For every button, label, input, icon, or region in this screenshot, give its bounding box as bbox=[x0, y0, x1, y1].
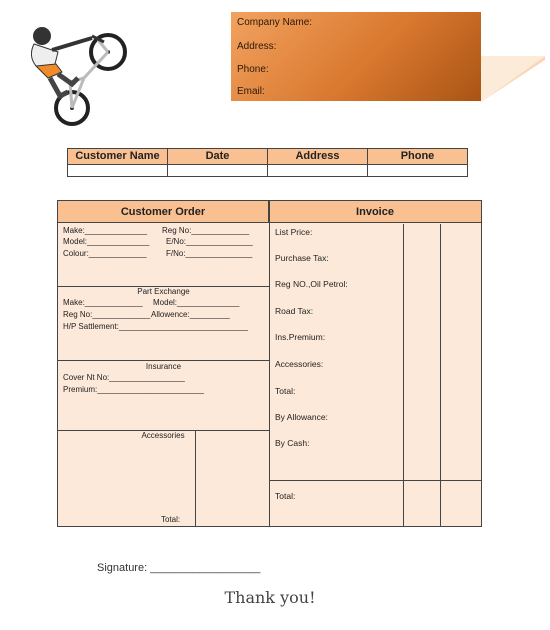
customer-table-header bbox=[68, 149, 467, 165]
reg-no-field[interactable]: Reg No:_____________ bbox=[162, 226, 250, 235]
invoice-total-divider bbox=[269, 480, 481, 481]
invoice-ins-premium: Ins.Premium: bbox=[275, 332, 326, 342]
header-date: Date bbox=[168, 149, 268, 164]
invoice-total: Total: bbox=[275, 386, 296, 396]
invoice-by-allowance: By Allowance: bbox=[275, 412, 328, 422]
company-info-box bbox=[231, 12, 481, 101]
invoice-by-cash: By Cash: bbox=[275, 438, 310, 448]
invoice-purchase-tax: Purchase Tax: bbox=[275, 253, 329, 263]
bmx-rider-logo bbox=[18, 22, 130, 134]
customer-order-header: Customer Order bbox=[58, 201, 269, 223]
thank-you-text: Thank you! bbox=[224, 588, 316, 607]
accessories-total-label: Total: bbox=[161, 515, 181, 524]
cover-note-field[interactable]: Cover Nt No:_________________ bbox=[63, 373, 185, 382]
invoice-reg-oil-petrol: Reg NO.,Oil Petrol: bbox=[275, 279, 348, 289]
px-model-field[interactable]: Model:______________ bbox=[153, 298, 240, 307]
invoice-road-tax: Road Tax: bbox=[275, 306, 314, 316]
f-no-field[interactable]: F/No:_______________ bbox=[166, 249, 253, 258]
px-reg-no-field[interactable]: Reg No:_____________ bbox=[63, 310, 151, 319]
insurance-title: Insurance bbox=[145, 362, 182, 371]
header-customer-name: Customer Name bbox=[68, 149, 168, 164]
invoice-accessories: Accessories: bbox=[275, 359, 324, 369]
px-make-field[interactable]: Make:_____________ bbox=[63, 298, 143, 307]
order-invoice-form bbox=[57, 200, 482, 527]
cell-customer-name[interactable] bbox=[68, 165, 168, 176]
header-address: Address bbox=[268, 149, 368, 164]
customer-table bbox=[67, 148, 468, 177]
model-field[interactable]: Model:______________ bbox=[63, 237, 150, 246]
cell-address[interactable] bbox=[268, 165, 368, 176]
company-box-tail-decoration bbox=[481, 56, 545, 102]
company-address-label: Address: bbox=[237, 41, 277, 52]
cell-date[interactable] bbox=[168, 165, 268, 176]
hp-settlement-field[interactable]: H/P Sattlement:_____________________________ bbox=[63, 322, 248, 331]
company-email-label: Email: bbox=[237, 86, 265, 97]
column-divider bbox=[269, 201, 270, 526]
part-exchange-title: Part Exchange bbox=[137, 287, 190, 296]
premium-field[interactable]: Premium:________________________ bbox=[63, 385, 205, 394]
cell-phone[interactable] bbox=[368, 165, 467, 176]
invoice-header: Invoice bbox=[269, 201, 481, 223]
make-field[interactable]: Make:______________ bbox=[63, 226, 148, 235]
header-phone: Phone bbox=[400, 150, 435, 162]
accessories-title: Accessories bbox=[141, 431, 185, 440]
company-phone-label: Phone: bbox=[237, 64, 269, 75]
invoice-grand-total: Total: bbox=[275, 491, 296, 501]
invoice-list-price: List Price: bbox=[275, 227, 313, 237]
accessories-divider bbox=[195, 431, 196, 526]
colour-field[interactable]: Colour:_____________ bbox=[63, 249, 147, 258]
px-allowance-field[interactable]: Allowence:_________ bbox=[151, 310, 230, 319]
e-no-field[interactable]: E/No:_______________ bbox=[166, 237, 253, 246]
company-name-label: Company Name: bbox=[237, 17, 313, 28]
customer-table-row bbox=[68, 165, 467, 176]
section-divider bbox=[58, 360, 269, 361]
signature-line[interactable]: Signature: __________________ bbox=[97, 562, 261, 574]
